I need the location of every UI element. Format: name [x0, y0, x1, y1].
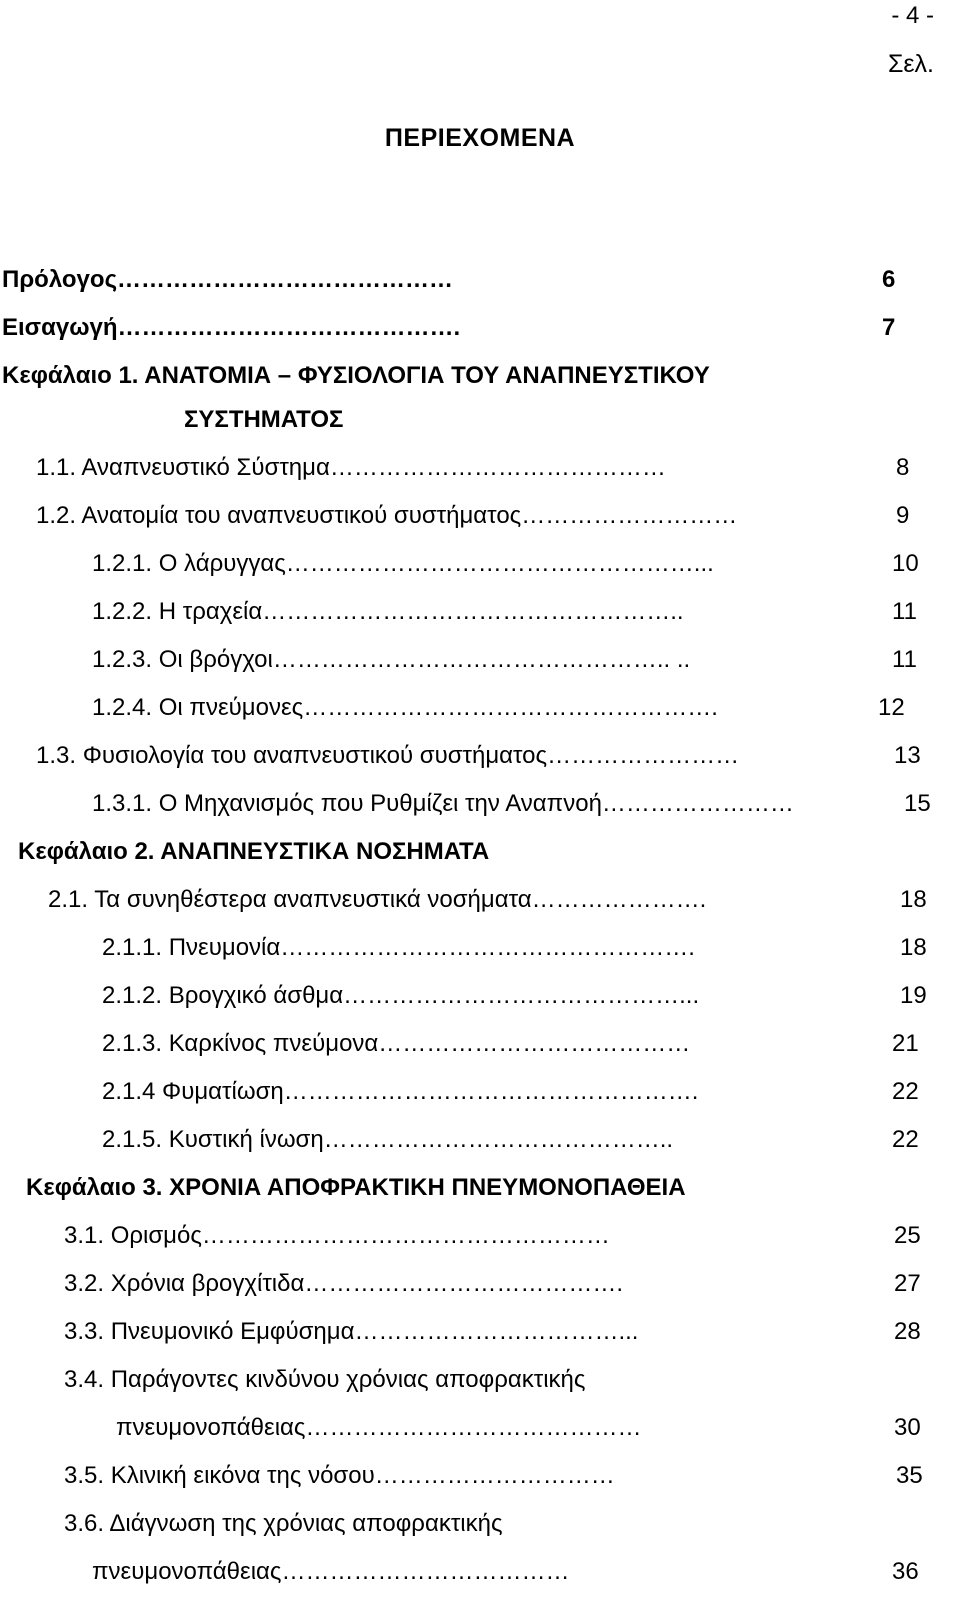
toc-entry-text: 3.1. Ορισμός…………………………………………… — [64, 1222, 610, 1249]
toc-entry-page: 12 — [878, 694, 905, 721]
page-column-label: Σελ. — [887, 50, 934, 78]
toc-entry-page: 28 — [894, 1318, 921, 1345]
toc-entry-text: Κεφάλαιο 1. ΑΝΑΤΟΜΙΑ – ΦΥΣΙΟΛΟΓΙΑ ΤΟΥ ΑΝΑΠΝΕΥΣΤΙΚΟΥ — [2, 362, 710, 389]
toc-entry-page: 10 — [892, 550, 919, 577]
toc-entry-text: Πρόλογος…………………………………… — [2, 266, 454, 293]
toc-entry-text: 2.1.4 Φυματίωση……………………………………………. — [102, 1078, 699, 1105]
toc-entry-text: 3.5. Κλινική εικόνα της νόσου………………………… — [64, 1462, 615, 1489]
toc-entry-text: 1.2.4. Οι πνεύμονες……………………………………………. — [92, 694, 718, 721]
toc-entry-page: 25 — [894, 1222, 921, 1249]
toc-entry-page: 18 — [900, 934, 927, 961]
toc-entry-text: 2.1. Τα συνηθέστερα αναπνευστικά νοσήματα…………………. — [48, 886, 707, 913]
toc-entry-text: 1.2.3. Οι βρόγχοι………………………………………….. .. — [92, 646, 691, 673]
toc-entry-text: 2.1.2. Βρογχικό άσθμα……………………………………... — [102, 982, 700, 1009]
toc-entry-text: 2.1.3. Καρκίνος πνεύμονα………………………………… — [102, 1030, 691, 1057]
toc-entry-text: 1.2. Ανατομία του αναπνευστικού συστήματος……………………… — [36, 502, 738, 529]
toc-entry-text: 3.3. Πνευμονικό Εμφύσημα……………………………... — [64, 1318, 639, 1345]
toc-entry-page: 35 — [896, 1462, 923, 1489]
toc-entry-text: 1.2.2. Η τραχεία…………………………………………….. — [92, 598, 684, 625]
toc-entry-page: 11 — [892, 646, 917, 673]
toc-entry-text: 1.3. Φυσιολογία του αναπνευστικού συστήματος…………………… — [36, 742, 740, 769]
toc-entry-page: 30 — [894, 1414, 921, 1441]
toc-entry-text: 3.6. Διάγνωση της χρόνιας αποφρακτικής — [64, 1510, 503, 1537]
toc-entry-text: 3.2. Χρόνια βρογχίτιδα…………………………………. — [64, 1270, 624, 1297]
toc-entry-page: 11 — [892, 598, 917, 625]
toc-entry-page: 22 — [892, 1078, 919, 1105]
toc-entry-text: Κεφάλαιο 3. ΧΡΟΝΙΑ ΑΠΟΦΡΑΚΤΙΚΗ ΠΝΕΥΜΟΝΟΠΑΘΕΙΑ — [26, 1174, 686, 1201]
toc-entry-text: πνευμονοπάθειας…………………………………… — [116, 1414, 642, 1441]
toc-entry-page: 15 — [904, 790, 931, 817]
toc-entry-page: 27 — [894, 1270, 921, 1297]
toc-entry-page: 19 — [900, 982, 927, 1009]
page-number: - 4 - — [891, 2, 934, 29]
toc-entry-page: 18 — [900, 886, 927, 913]
toc-entry-text: 1.3.1. Ο Μηχανισμός που Ρυθμίζει την Αναπνοή…………………… — [92, 790, 794, 817]
toc-entry-page: 6 — [882, 266, 896, 293]
toc-entry-text: 2.1.5. Κυστική ίνωση…………………………………….. — [102, 1126, 674, 1153]
toc-entry-page: 22 — [892, 1126, 919, 1153]
toc-entry-text: 1.1. Αναπνευστικό Σύστημα…………………………………… — [36, 454, 666, 481]
toc-title: ΠΕΡΙΕΧΟΜΕΝΑ — [384, 124, 576, 152]
toc-entry-page: 9 — [896, 502, 910, 529]
toc-entry-page: 36 — [892, 1558, 919, 1585]
toc-entry-text: 1.2.1. Ο λάρυγγας……………………………………………... — [92, 550, 714, 577]
toc-entry-text: 3.4. Παράγοντες κινδύνου χρόνιας αποφρακτικής — [64, 1366, 586, 1393]
toc-entry-text: Κεφάλαιο 2. ΑΝΑΠΝΕΥΣΤΙΚΑ ΝΟΣΗΜΑΤΑ — [18, 838, 490, 865]
toc-entry-page: 7 — [882, 314, 896, 341]
toc-entry-page: 21 — [892, 1030, 919, 1057]
toc-entry-page: 13 — [894, 742, 921, 769]
toc-entry-text: 2.1.1. Πνευμονία……………………………………………. — [102, 934, 695, 961]
toc-entry-text: Εισαγωγή……………………………………. — [2, 314, 461, 341]
toc-entry-text: ΣΥΣΤΗΜΑΤΟΣ — [184, 406, 344, 433]
toc-entry-page: 8 — [896, 454, 910, 481]
toc-entry-text: πνευμονοπάθειας……………………………… — [92, 1558, 570, 1585]
